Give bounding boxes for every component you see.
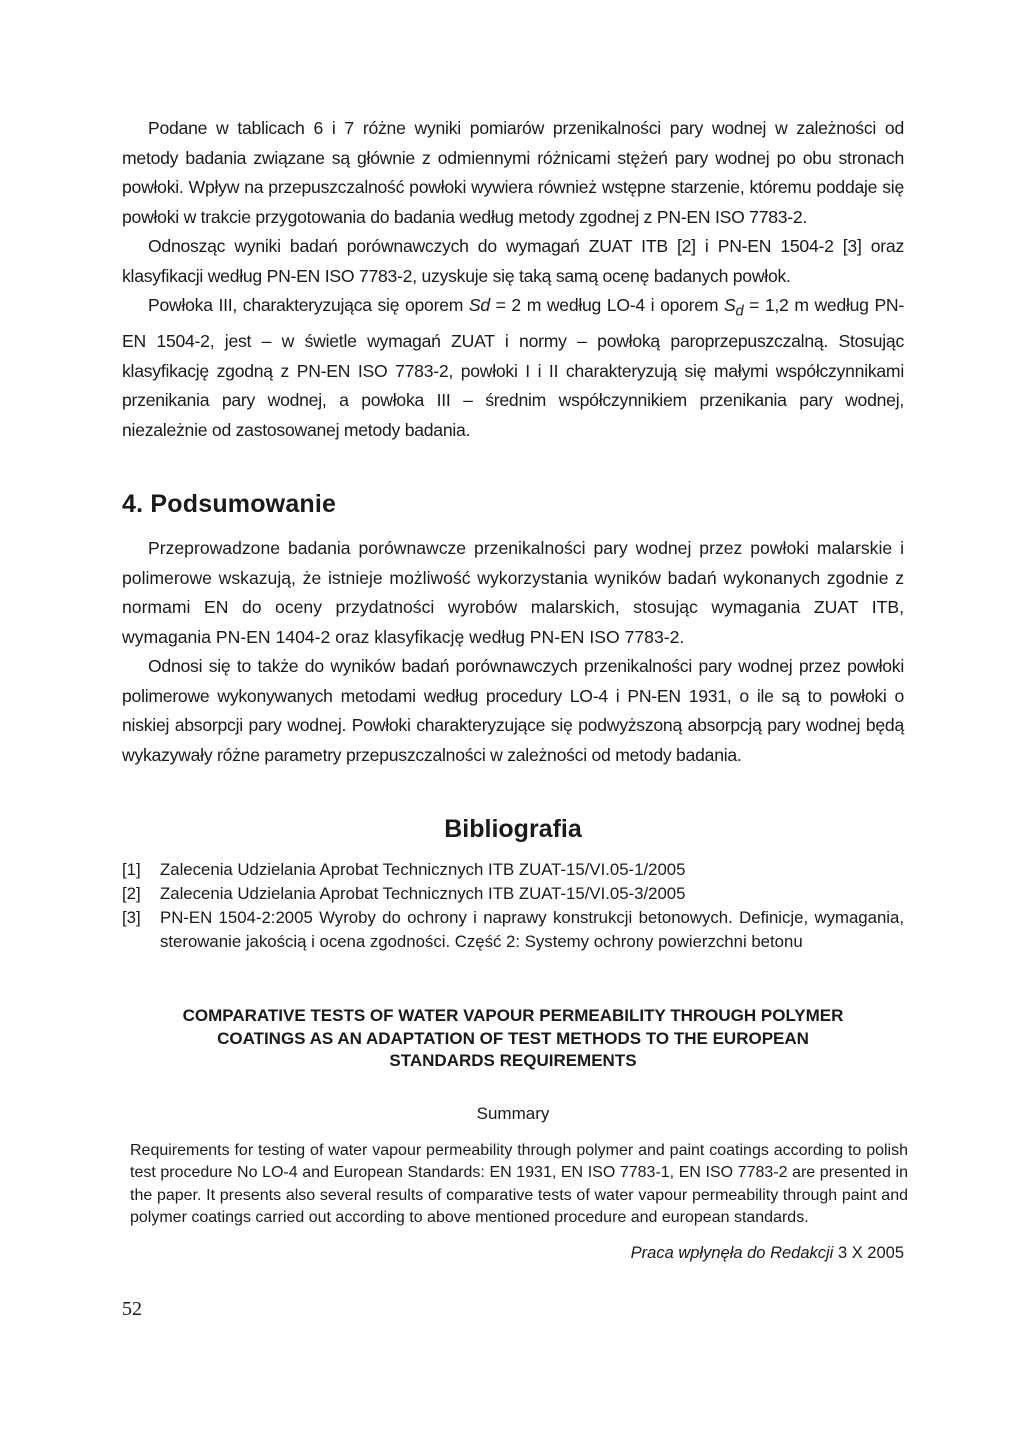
summary-heading: Summary (476, 1104, 550, 1123)
english-title-line: STANDARDS REQUIREMENTS (389, 1051, 637, 1070)
bibliography-number: [1] (122, 860, 141, 879)
paragraph-results-differences: Podane w tablicach 6 i 7 różne wyniki pomiarów przenikalności pary wodnej w zależności od metody badania związane są głównie z odmiennymi różnicami stężeń pary wodnej po obu stronach powłoki. Wpływ na przepuszczalność powłoki wywiera również wstępne starzenie, któremu poddaje się powłoki w trakcie przygotowania do badania według metody zgodnej z PN-EN ISO 7783-2. (122, 118, 904, 227)
received-label: Praca wpłynęła do Redakcji (630, 1244, 834, 1262)
bibliography-heading: Bibliografia (444, 815, 582, 843)
bibliography-number: [2] (122, 884, 141, 903)
paragraph-conclusion-1: Przeprowadzone badania porównawcze przenikalności pary wodnej przez powłoki malarskie i polimerowe wskazują, że istnieje możliwość wykorzystania wyników badań wykonanych zgodnie z normami EN do oceny przydatności wyrobów malarskich, stosując wymagania ZUAT ITB, wymagania PN-EN 1404-2 oraz klasyfikację według PN-EN ISO 7783-2. (122, 538, 904, 647)
bibliography-list (122, 858, 904, 954)
bibliography-text: PN-EN 1504-2:2005 Wyroby do ochrony i naprawy konstrukcji betonowych. Definicje, wymagania, sterowanie jakością i ocena zgodności. Część 2: Systemy ochrony powierzchni betonu (160, 908, 904, 951)
page-number: 52 (122, 1298, 142, 1320)
sd-symbol: Sd (468, 295, 490, 315)
paragraph-comparison-requirements: Odnosząc wyniki badań porównawczych do wymagań ZUAT ITB [2] i PN-EN 1504-2 [3] oraz klasyfikacji według PN-EN ISO 7783-2, uzyskuje się taką samą ocenę badanych powłok. (122, 236, 904, 286)
paragraph-conclusion-2: Odnosi się to także do wyników badań porównawczych przenikalności pary wodnej przez powłoki polimerowe wykonywanych metodami według procedury LO-4 i PN-EN 1931, o ile są to powłoki o niskiej absorpcji pary wodnej. Powłoki charakteryzujące się podwyższoną absorpcją pary wodnej będą wykazywały różne parametry przepuszczalności w zależności od metody badania. (122, 656, 904, 765)
d-subscript: d (735, 303, 744, 320)
bibliography-number: [3] (122, 908, 141, 927)
bibliography-item (122, 858, 904, 882)
section-heading-summary-pl: 4. Podsumowanie (122, 490, 337, 518)
received-date: 3 X 2005 (833, 1244, 904, 1262)
english-title-line: COATINGS AS AN ADAPTATION OF TEST METHODS TO THE EUROPEAN (217, 1028, 809, 1048)
received-note (122, 1244, 904, 1263)
bibliography-item (122, 882, 904, 906)
s-symbol: S (723, 295, 736, 315)
bibliography-text: Zalecenia Udzielania Aprobat Technicznych ITB ZUAT-15/VI.05-1/2005 (160, 860, 686, 879)
paragraph-coating-iii: Powłoka III, charakteryzująca się oporem Sd = 2 m według LO-4 i oporem $S_d = 1,2$ m według PN-EN 1504-2, jest – w świetle wymagań ZUAT i normy – powłoką paroprzepuszczalną. Stosując klasyfikację zgodną z PN-EN ISO 7783-2, powłoki I i II charakteryzują się małymi współczynnikami przenikania pary wodnej, a powłoka III – średnim współczynnikiem przenikania pary wodnej, niezależnie od zastosowanej metody badania. (122, 295, 905, 440)
english-title-line: COMPARATIVE TESTS OF WATER VAPOUR PERMEABILITY THROUGH POLYMER (182, 1006, 844, 1025)
bibliography-text: Zalecenia Udzielania Aprobat Technicznych ITB ZUAT-15/VI.05-3/2005 (160, 884, 686, 903)
bibliography-item (122, 906, 904, 954)
intro-text-block (122, 114, 904, 445)
english-title (122, 1005, 904, 1073)
summary-pl-block (122, 534, 904, 770)
summary-text: Requirements for testing of water vapour permeability through polymer and paint coatings according to polish test procedure No LO-4 and European Standards: EN 1931, EN ISO 7783-1, EN ISO 7783-2 are presented in the paper. It presents also several results of comparative tests of water vapour permeability through paint and polymer coatings carried out according to above mentioned procedure and european standards. (130, 1142, 908, 1227)
